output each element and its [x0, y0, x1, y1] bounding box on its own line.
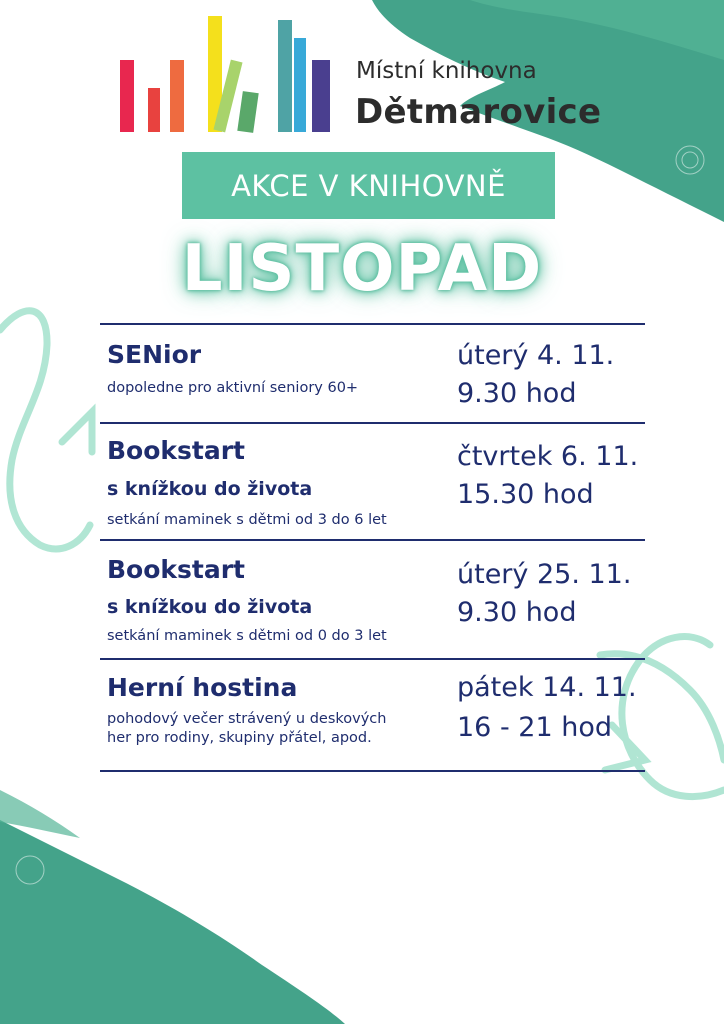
event-subtitle: s knížkou do života [107, 596, 313, 618]
event-date: čtvrtek 6. 11. [457, 441, 639, 472]
banner-text: AKCE V KNIHOVNĚ [231, 168, 506, 203]
logo-bar [312, 60, 330, 132]
event-description: pohodový večer strávený u deskových [107, 711, 387, 727]
brush-stroke-bottom-left [0, 820, 345, 1024]
event-title: SENior [107, 340, 202, 369]
divider [100, 770, 645, 772]
event-date: úterý 25. 11. [457, 559, 632, 590]
divider [100, 658, 645, 660]
event-title: Bookstart [107, 555, 246, 584]
logo-bar [120, 60, 134, 132]
logo-line-2: Dětmarovice [355, 92, 602, 132]
divider [100, 539, 645, 541]
event-description: dopoledne pro aktivní seniory 60+ [107, 380, 359, 396]
event-time: 9.30 hod [457, 378, 577, 409]
library-logo-icon [118, 14, 334, 134]
header-banner [182, 152, 555, 219]
event-description: setkání maminek s dětmi od 3 do 6 let [107, 512, 387, 528]
event-date: pátek 14. 11. [457, 672, 637, 703]
divider [100, 422, 645, 424]
arrow-decoration-right [600, 637, 724, 797]
arrow-decoration-left [0, 311, 92, 549]
logo-bar [294, 38, 306, 132]
event-title: Bookstart [107, 436, 246, 465]
divider [100, 323, 645, 325]
logo-line-1: Místní knihovna [356, 58, 537, 84]
logo-bar [237, 91, 258, 133]
logo-bar [170, 60, 184, 132]
event-time: 15.30 hod [457, 479, 594, 510]
logo-bar [148, 88, 160, 132]
event-description: setkání maminek s dětmi od 0 do 3 let [107, 628, 387, 644]
logo-bar [278, 20, 292, 132]
event-time: 9.30 hod [457, 597, 577, 628]
event-date: úterý 4. 11. [457, 340, 615, 371]
event-description: her pro rodiny, skupiny přátel, apod. [107, 730, 372, 746]
event-title: Herní hostina [107, 673, 298, 702]
event-time: 16 - 21 hod [457, 712, 612, 743]
event-subtitle: s knížkou do života [107, 478, 313, 500]
month-title: LISTOPAD [181, 232, 543, 306]
